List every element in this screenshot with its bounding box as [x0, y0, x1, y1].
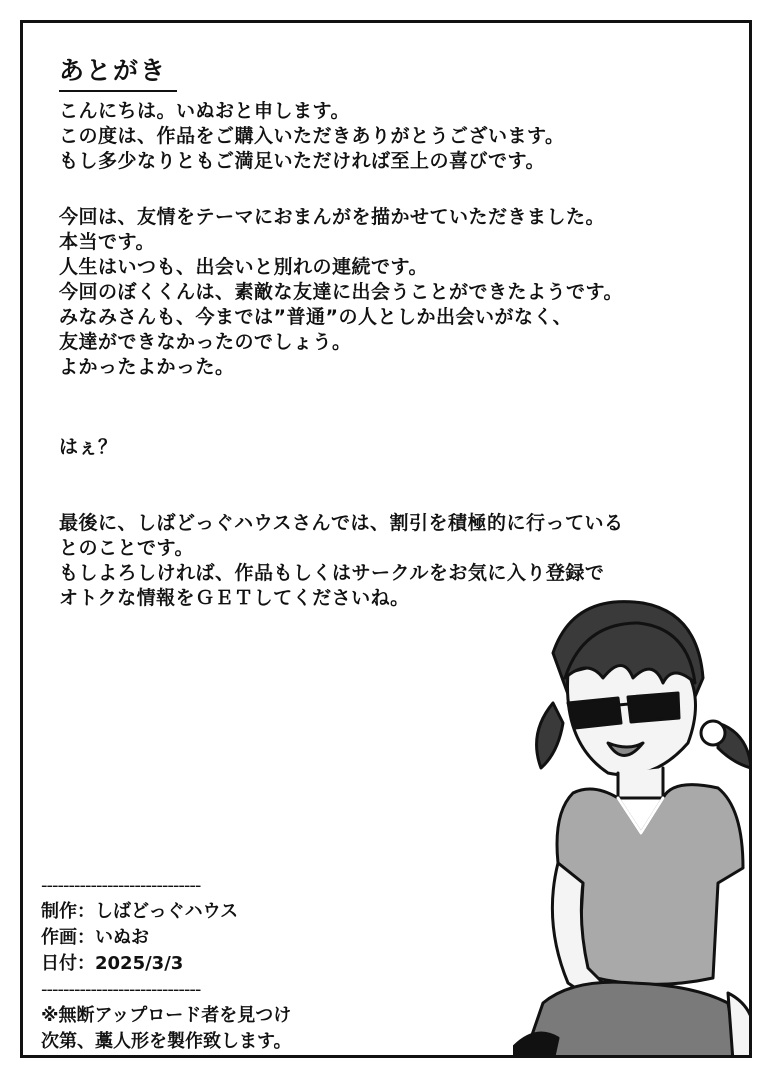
credit-production: 制作：しばどっぐハウス — [41, 901, 239, 922]
notice-line: ※無断アップロード者を見つけ — [41, 1005, 292, 1026]
text-line: もしよろしければ、作品もしくはサークルをお気に入り登録で — [59, 562, 605, 584]
text-line: みなみさんも、今までは”普通”の人としか出会いがなく、 — [59, 306, 573, 328]
divider-top: ----------------------------- — [41, 875, 201, 896]
text-line: この度は、作品をご購入いただきありがとうございます。 — [59, 125, 565, 147]
text-line: よかったよかった。 — [59, 356, 235, 378]
paragraph-huh: はぇ？ — [59, 436, 118, 458]
text-line: 今回は、友情をテーマにおまんがを描かせていただきました。 — [59, 206, 606, 228]
notice-line: 次第、藁人形を製作致します。 — [41, 1031, 292, 1052]
credits-block — [41, 873, 292, 1055]
divider-bottom: ----------------------------- — [41, 979, 201, 1000]
text-line: オトクな情報をＧＥＴしてくださいね。 — [59, 587, 410, 609]
paragraph-greeting — [59, 99, 564, 174]
text-line: とのことです。 — [59, 537, 194, 559]
page-frame — [20, 20, 752, 1058]
text-line: 本当です。 — [59, 231, 155, 253]
text-line: こんにちは。いぬおと申します。 — [59, 100, 350, 122]
credit-art: 作画：いぬお — [41, 927, 149, 948]
paragraph-theme — [59, 205, 623, 380]
text-line: 今回のぼくくんは、素敵な友達に出会うことができたようです。 — [59, 281, 623, 303]
text-line: 人生はいつも、出会いと別れの連続です。 — [59, 256, 428, 278]
credit-date: 日付：2025/3/3 — [41, 953, 184, 974]
text-line: 最後に、しばどっぐハウスさんでは、割引を積極的に行っている — [59, 512, 624, 534]
afterword-title: あとがき — [59, 51, 177, 92]
character-illustration — [513, 583, 752, 1058]
text-line: 友達ができなかったのでしょう。 — [59, 331, 352, 353]
text-line: もし多少なりともご満足いただければ至上の喜びです。 — [59, 150, 545, 172]
